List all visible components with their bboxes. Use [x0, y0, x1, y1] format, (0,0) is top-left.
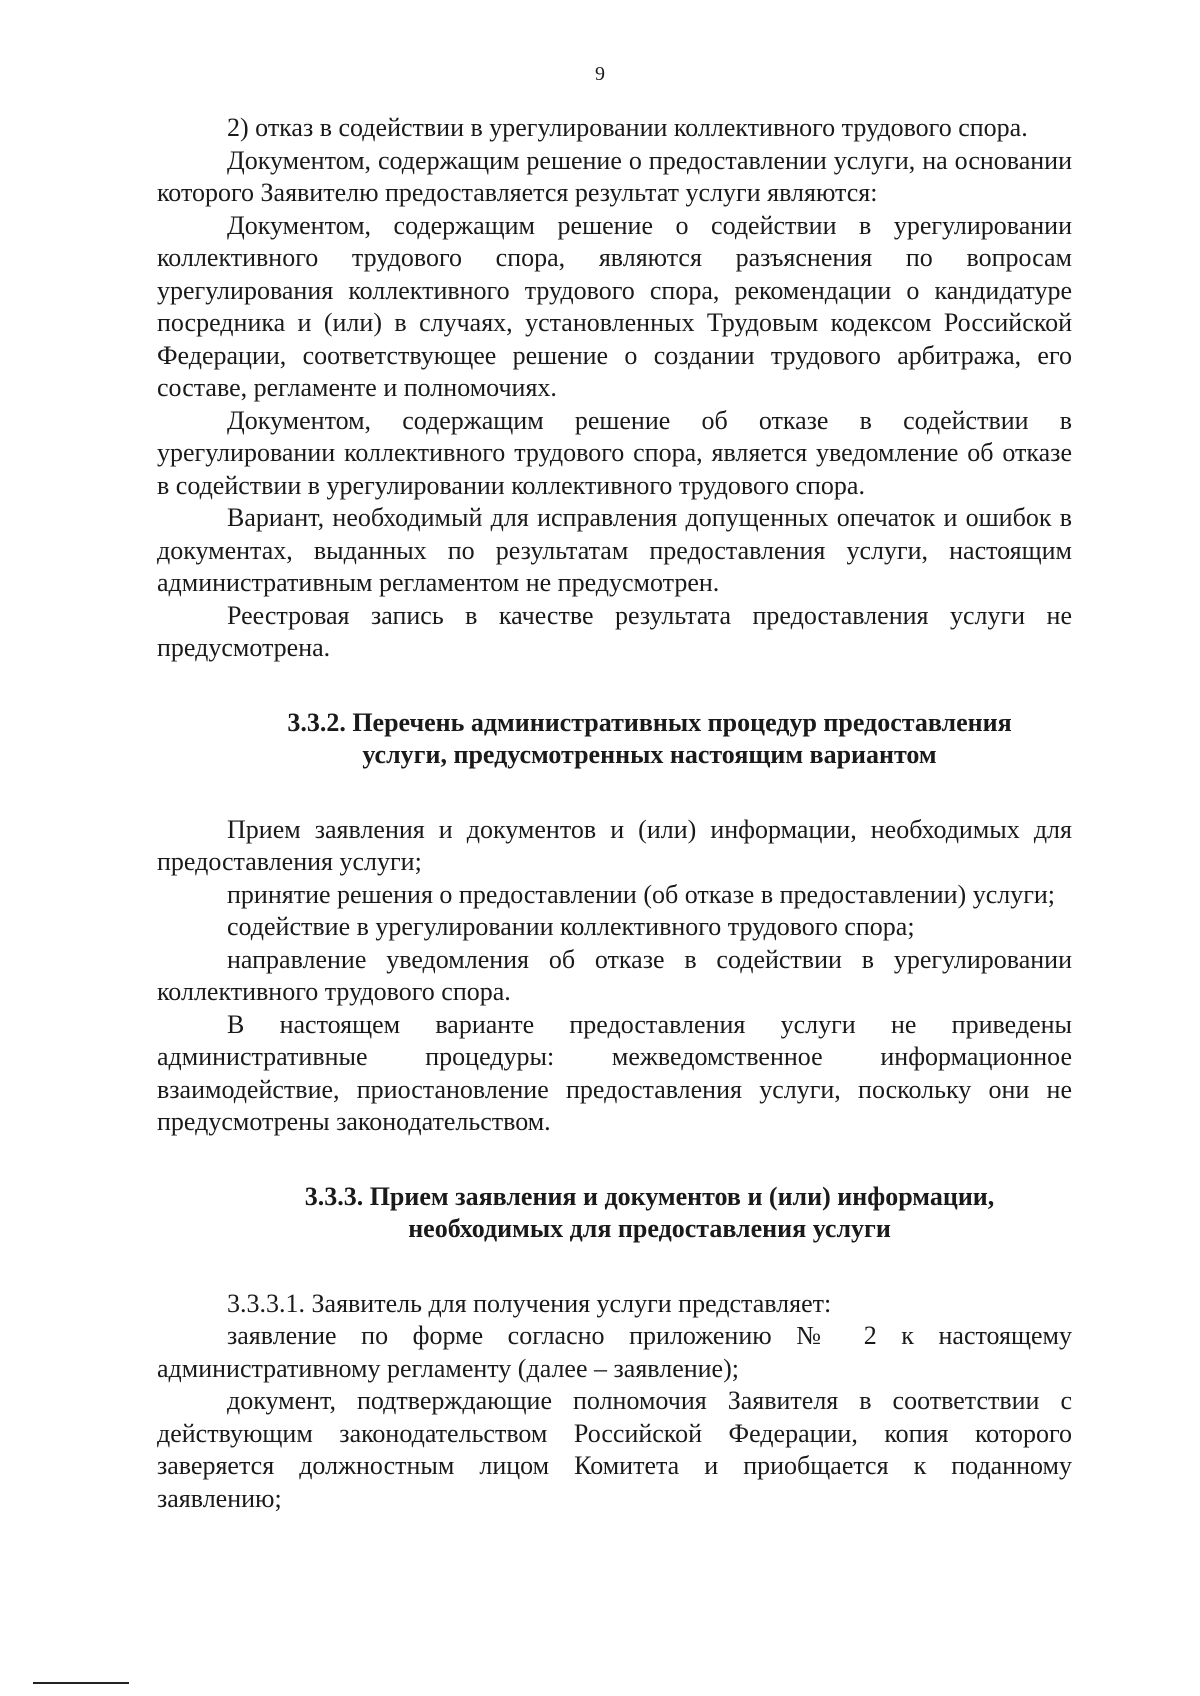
paragraph-refusal-document: Документом, содержащим решение об отказе в содействии в урегулировании коллективного трудового спора, является уведомление об отказе в содействии в урегулировании коллективного трудового спора.	[157, 405, 1072, 500]
paragraph-decision-document: Документом, содержащим решение о предоставлении услуги, на основании которого Заявителю предоставляется результат услуги являются:	[157, 145, 1072, 207]
section-heading-3-3-3-line1: 3.3.3. Прием заявления и документов и (или) информации,	[304, 1181, 995, 1211]
paragraph-correction-variant: Вариант, необходимый для исправления допущенных опечаток и ошибок в документах, выданных по результатам предоставления услуги, настоящим административным регламентом не предусмотрен.	[157, 503, 1072, 597]
page-number: 9	[595, 63, 605, 85]
paragraph-procedure-notification: направление уведомления об отказе в содействии в урегулировании коллективного трудового спора.	[157, 944, 1072, 1006]
paragraph-refusal-item: 2) отказ в содействии в урегулировании коллективного трудового спора.	[227, 113, 1028, 142]
spacer	[157, 1139, 1072, 1181]
spacer	[157, 772, 1072, 814]
paragraph-application-form: заявление по форме согласно приложению № 2 к настоящему административному регламенту (далее – заявление);	[157, 1321, 1072, 1383]
paragraph-procedure-intake: Прием заявления и документов и (или) информации, необходимых для предоставления услуги;	[157, 814, 1072, 876]
spacer	[157, 1246, 1072, 1288]
paragraph-registry-entry: Реестровая запись в качестве результата предоставления услуги не предусмотрена.	[157, 600, 1072, 662]
paragraph-procedure-decision: принятие решения о предоставлении (об отказе в предоставлении) услуги;	[227, 879, 1056, 909]
paragraph-authority-document: документ, подтверждающие полномочия Заявителя в соответствии с действующим законодательством Российской Федерации, копия которого заверяется должностным лицом Комитета и приобщается к поданному заявлению;	[157, 1386, 1072, 1513]
spacer	[157, 665, 1072, 707]
section-heading-3-3-2	[157, 707, 1072, 772]
paragraph-3-3-3-1: 3.3.3.1. Заявитель для получения услуги представляет:	[227, 1288, 832, 1318]
document-body	[157, 112, 1072, 1515]
section-heading-3-3-2-line1: 3.3.2. Перечень административных процедур предоставления	[287, 707, 1012, 737]
section-heading-3-3-3	[157, 1181, 1072, 1246]
section-heading-3-3-2-line2: услуги, предусмотренных настоящим вариантом	[362, 740, 937, 769]
paragraph-procedure-assistance: содействие в урегулировании коллективного трудового спора;	[227, 912, 915, 941]
footer-rule	[33, 1682, 129, 1684]
paragraph-assistance-document: Документом, содержащим решение о содействии в урегулировании коллективного трудового спора, являются разъяснения по вопросам урегулирования коллективного трудового спора, рекомендации о кандидатуре посредника и (или) в случаях, установленных Трудовым кодексом Российской Федерации, соответствующее решение о создании трудового арбитража, его составе, регламенте и полномочиях.	[157, 210, 1072, 402]
paragraph-procedures-not-included: В настоящем варианте предоставления услуги не приведены административные процедуры: межведомственное информационное взаимодействие, приостановление предоставления услуги, поскольку они не предусмотрены законодательством.	[157, 1009, 1072, 1136]
section-heading-3-3-3-line2: необходимых для предоставления услуги	[408, 1214, 891, 1243]
